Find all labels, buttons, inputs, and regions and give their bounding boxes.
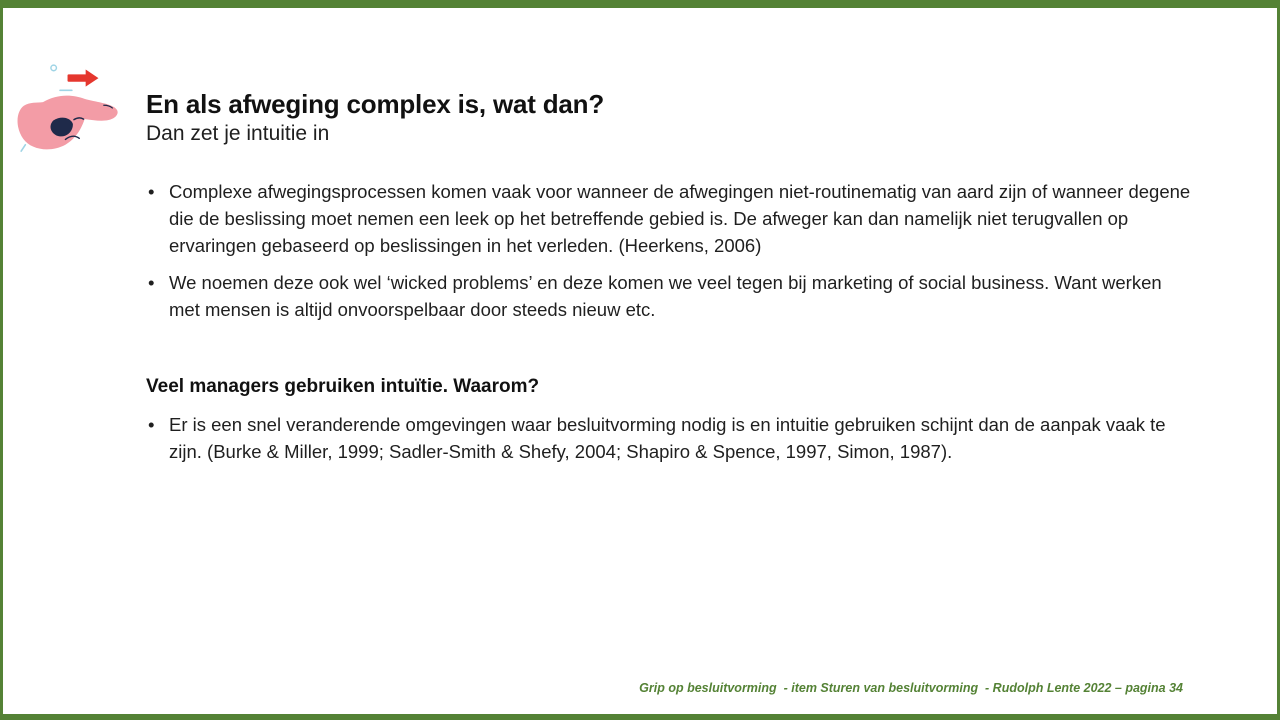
bullet-text-2: We noemen deze ook wel ‘wicked problems’ en deze komen we veel tegen bij marketing of social business. Want werken met mensen is altijd onvoorspelbaar door steeds nieuw etc.	[169, 272, 1162, 320]
slide-subtitle: Dan zet je intuitie in	[146, 122, 330, 145]
bullet-item-1	[146, 178, 1194, 259]
slide-content	[146, 88, 1194, 465]
pointing-hand-graphic	[11, 58, 123, 160]
section-heading: Veel managers gebruiken intuïtie. Waarom?	[146, 376, 540, 397]
bullet-list-bottom	[146, 411, 1194, 465]
bullet-marker: •	[148, 181, 155, 202]
slide-footer: Grip op besluitvorming - item Sturen van besluitvorming - Rudolph Lente 2022 – pagina 34	[639, 681, 1183, 695]
pointing-hand-icon	[11, 58, 123, 160]
bullet-marker: •	[148, 414, 155, 435]
bullet-list-top	[146, 178, 1194, 323]
bullet-item-3	[146, 411, 1194, 465]
bullet-text-3: Er is een snel veranderende omgevingen waar besluitvorming nodig is en intuitie gebruiken schijnt dan de aanpak vaak te zijn. (Burke & Miller, 1999; Sadler-Smith & Shefy, 2004; Shapiro & Spence, 1997, Simon, 1987).	[169, 414, 1166, 462]
bullet-text-1: Complexe afwegingsprocessen komen vaak voor wanneer de afwegingen niet-routinematig van aard zijn of wanneer degene die de beslissing moet nemen een leek op het betreffende gebied is. De afweger kan dan namelijk niet terugvallen op ervaringen gebaseerd op beslissingen in het verleden. (Heerkens, 2006)	[169, 181, 1191, 256]
slide-title: En als afweging complex is, wat dan?	[146, 89, 605, 119]
bullet-marker: •	[148, 272, 155, 293]
bullet-item-2	[146, 269, 1194, 323]
